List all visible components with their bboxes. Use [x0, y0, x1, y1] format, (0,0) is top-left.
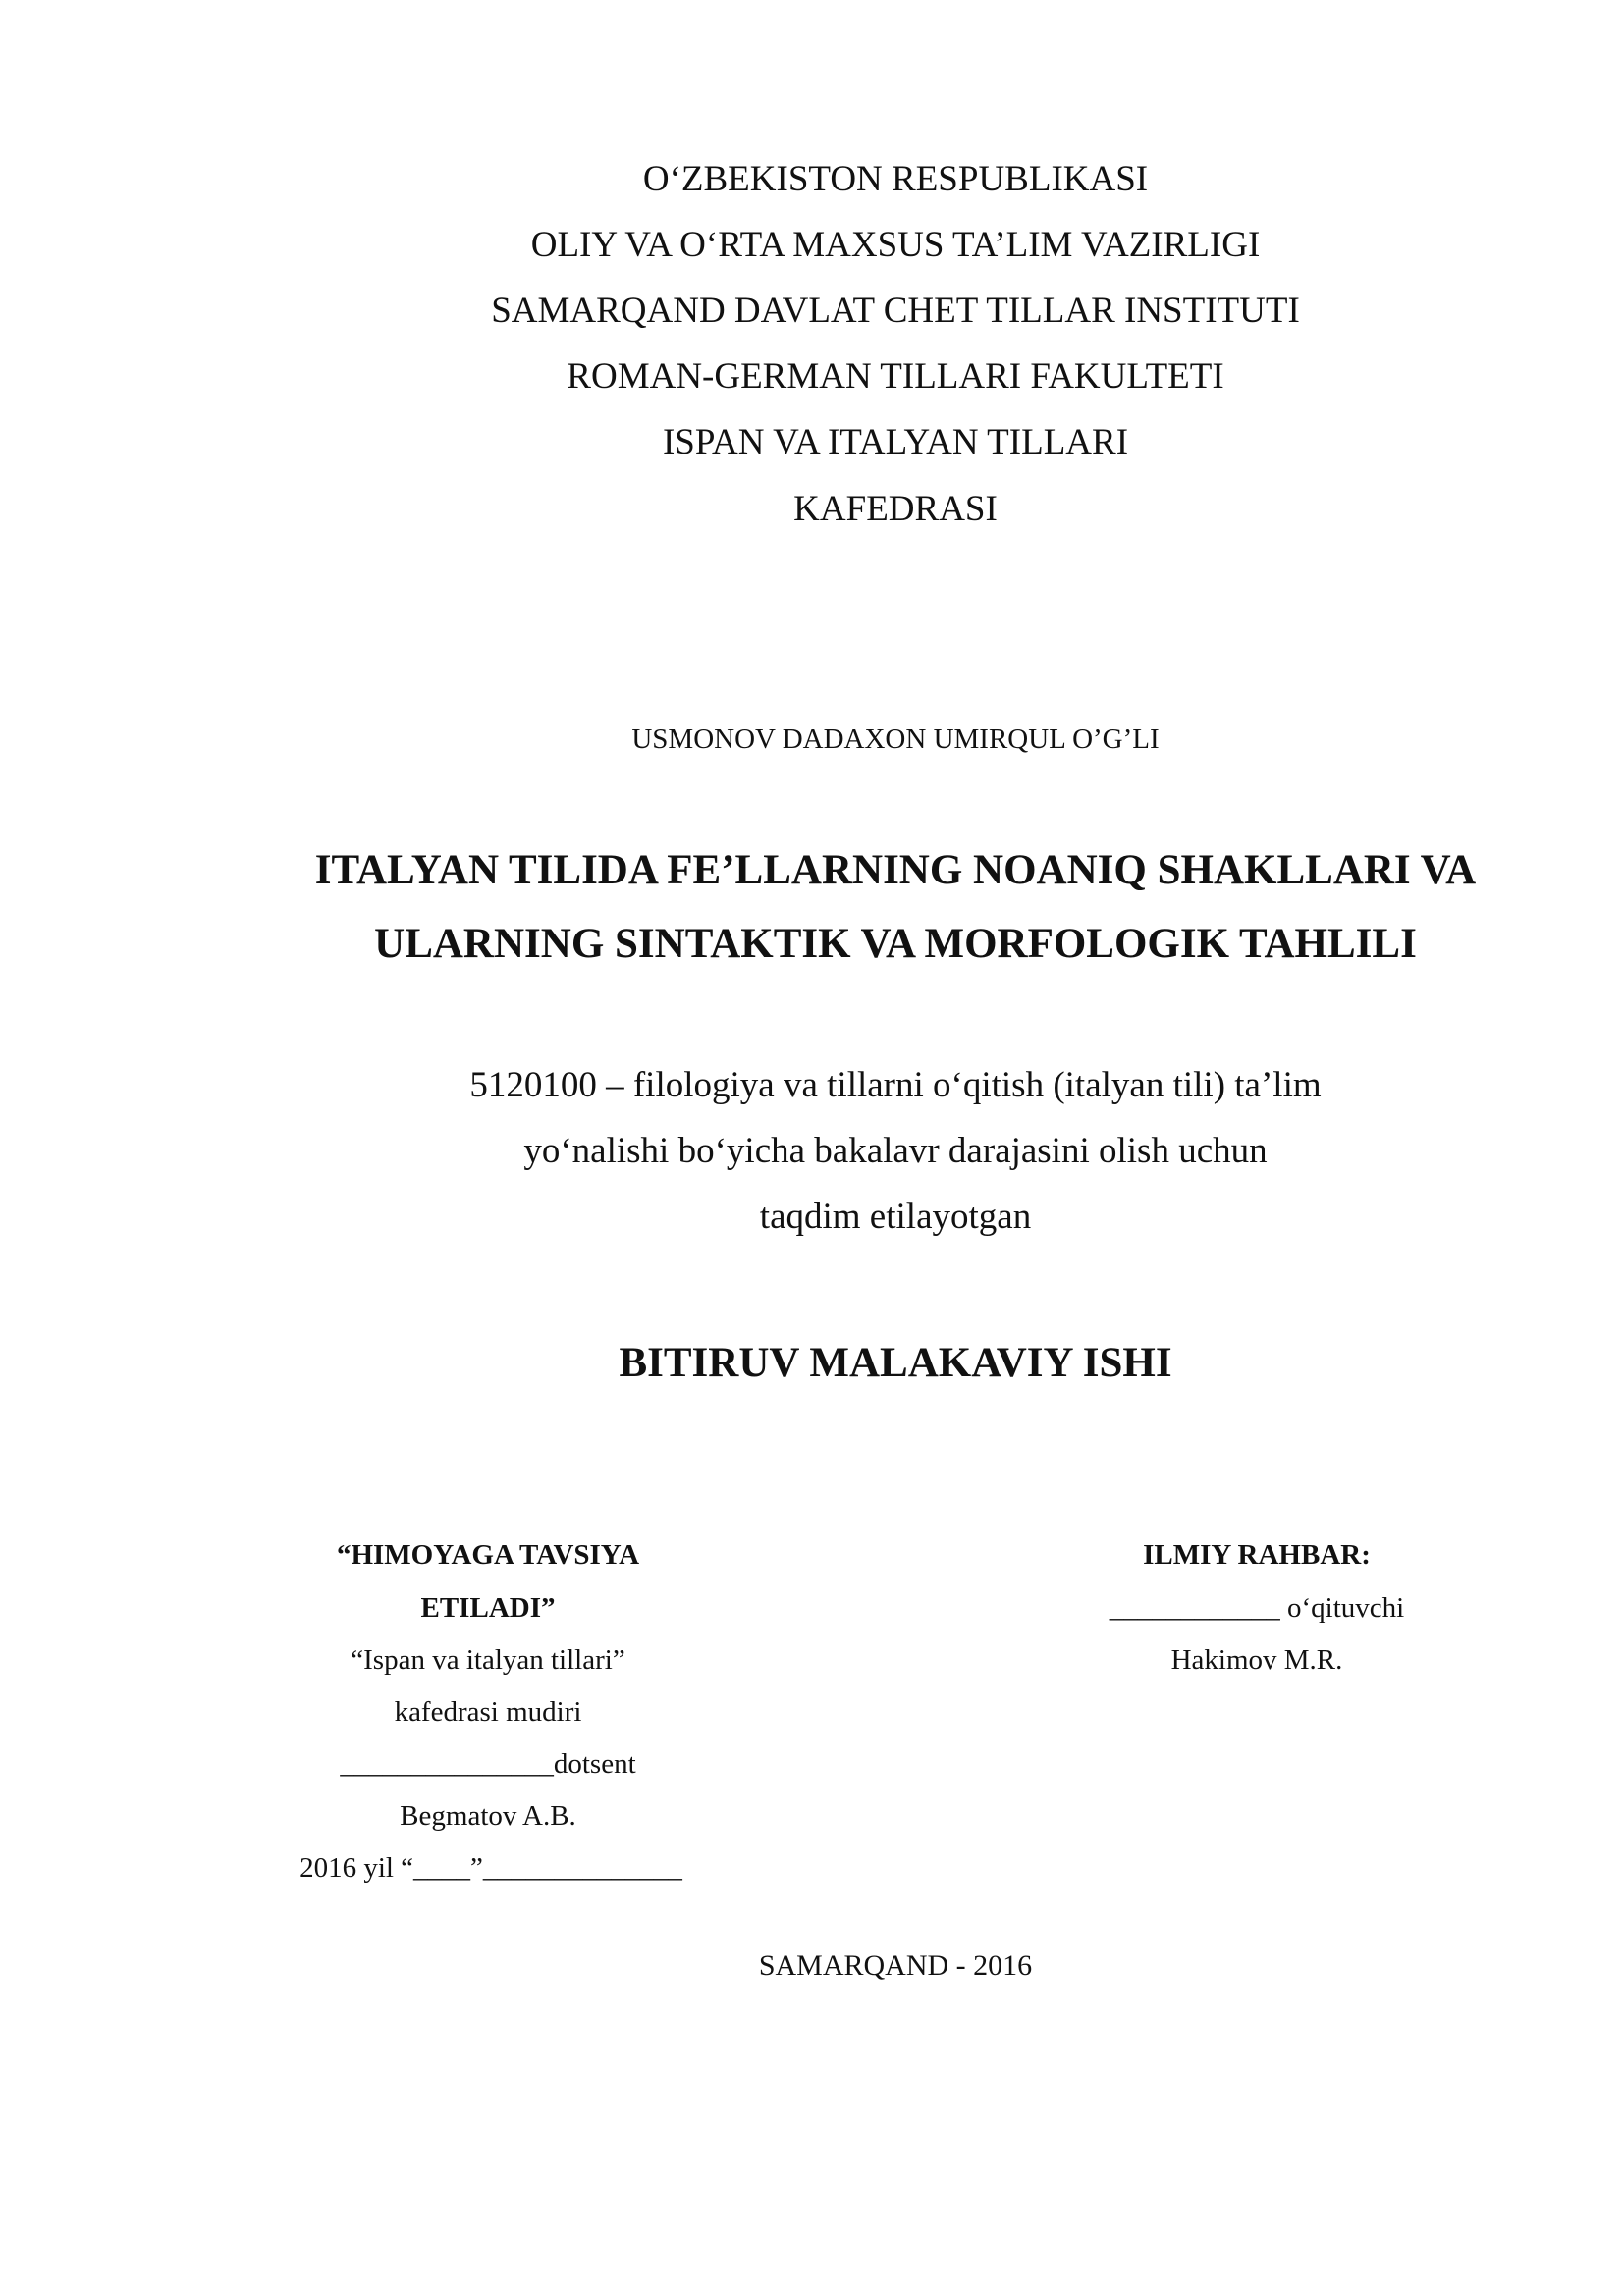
approval-date-line: 2016 yil “____”______________ [299, 1852, 682, 1884]
supervisor-heading: ILMIY RAHBAR: [1143, 1539, 1371, 1571]
author-name: USMONOV DADAXON UMIRQUL O’G’LI [631, 723, 1160, 755]
approval-position: kafedrasi mudiri [394, 1696, 582, 1728]
approval-signature-line: _______________dotsent [340, 1748, 636, 1780]
description-line-3: taqdim etilayotgan [759, 1197, 1032, 1237]
work-type: BITIRUV MALAKAVIY ISHI [619, 1340, 1172, 1386]
approval-name: Begmatov A.B. [400, 1800, 576, 1832]
header-line-faculty: ROMAN-GERMAN TILLARI FAKULTETI [567, 356, 1224, 397]
thesis-title-line-1: ITALYAN TILIDA FE’LLARNING NOANIQ SHAKLLARI VA [314, 847, 1477, 893]
supervisor-name: Hakimov M.R. [1170, 1644, 1343, 1676]
supervisor-signature-line: ____________ o‘qituvchi [1109, 1592, 1405, 1624]
header-line-country: O‘ZBEKISTON RESPUBLIKASI [642, 159, 1149, 199]
approval-department: “Ispan va italyan tillari” [351, 1644, 625, 1676]
header-line-ministry: OLIY VA O‘RTA MAXSUS TA’LIM VAZIRLIGI [530, 225, 1261, 265]
description-line-1: 5120100 – filologiya va tillarni o‘qitish (italyan tili) ta’lim [469, 1065, 1322, 1105]
approval-heading-line-1: “HIMOYAGA TAVSIYA [336, 1539, 640, 1571]
header-line-kafedra: KAFEDRASI [793, 489, 998, 529]
header-line-department: ISPAN VA ITALYAN TILLARI [662, 422, 1129, 462]
footer-place-year: SAMARQAND - 2016 [758, 1949, 1033, 1982]
approval-heading-line-2: ETILADI” [420, 1592, 556, 1624]
header-line-institute: SAMARQAND DAVLAT CHET TILLAR INSTITUTI [491, 291, 1300, 331]
thesis-title-line-2: ULARNING SINTAKTIK VA MORFOLOGIK TAHLILI [374, 921, 1417, 967]
description-line-2: yo‘nalishi bo‘yicha bakalavr darajasini olish uchun [523, 1131, 1268, 1171]
